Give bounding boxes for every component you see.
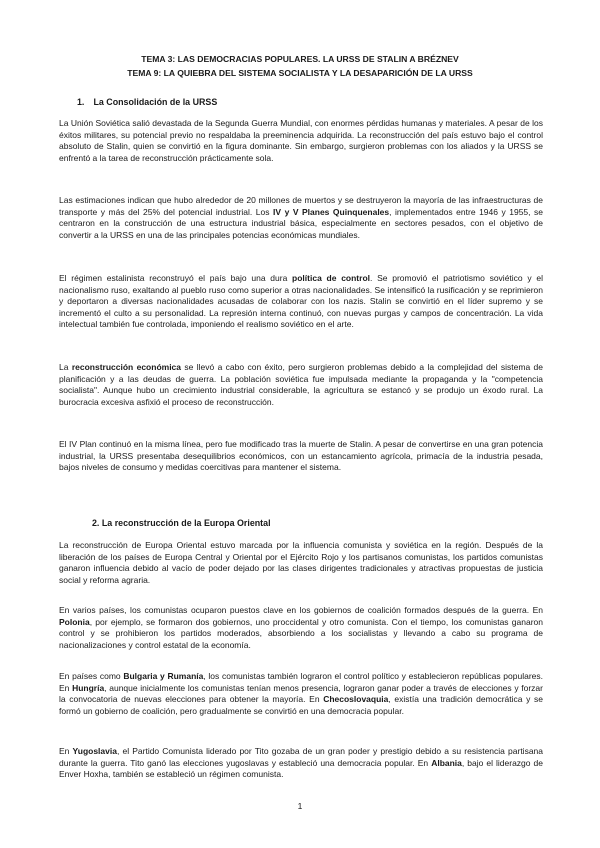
bold-term: Bulgaria y Rumanía [123,671,204,681]
section-1-paragraph-2 [59,195,543,241]
bold-term: IV y V Planes Quinquenales [273,206,390,217]
section-2-paragraph-1: La reconstrucción de Europa Oriental estuvo marcada por la influencia comunista y soviética en la región. Después de la liberación de los países de Europa Central y Oriental por el Ejército Rojo y los partisanos comunistas, los partidos comunistas ganaron influencia debido al vacío de poder dejado por las clases dirigentes tradicionales y atractivas propuestas de justicia social y reforma agraria. [59,540,543,585]
section-2-heading: 2. La reconstrucción de la Europa Oriental [92,518,271,528]
bold-term: Hungría [72,682,105,693]
paragraph-text: , existía una tradición democrática y se formó un gobierno de coalición, pero gradualmente se convirtió en una democracia popular. [59,694,543,716]
paragraph-text: En varios países, los comunistas ocuparon puestos clave en los gobiernos de coalición formados después de la guerra. En [59,605,543,615]
section-1-paragraph-5: El IV Plan continuó en la misma línea, pero fue modificado tras la muerte de Stalin. A pesar de convertirse en una gran potencia industrial, la URSS presentaba desequilibrios económicos, con un estancamiento agrícola, primacía de la industria pesada, bajos niveles de consumo y medidas coercitivas para mantener el sistema. [59,439,543,473]
section-1-paragraph-1: La Unión Soviética salió devastada de la Segunda Guerra Mundial, con enormes pérdidas humanas y materiales. A pesar de los éxitos militares, su potencial previo no respaldaba la preeminencia adquirida. La reconstrucción del país estuvo bajo el control absoluto de Stalin, quien se convirtió en la figura dominante. Sin embargo, surgieron problemas con los aliados y la URSS se enfrentó a la tarea de reconstrucción prácticamente sola. [59,118,543,163]
paragraph-text: , los comunistas también lograron el control político y establecieron repúblicas populares. En [59,671,543,693]
paragraph-text: , el Partido Comunista liderado por Tito gozaba de un gran poder y prestigio debido a su resistencia partisana durante la guerra. Tito ganó las elecciones yugoslavas y estableció una democracia popular. En [59,746,543,768]
section-1-heading [77,96,217,108]
section-2-paragraph-2 [59,605,543,651]
section-1-paragraph-3 [59,273,543,331]
paragraph-text: En países como [59,671,124,681]
paragraph-text: En [59,746,73,756]
paragraph-text: , implementados entre 1946 y 1955, se centraron en la construcción de una estructura industrial básica, especialmente en sectores pesados, con el objetivo de convertir a la URSS en una de las principales potencias económicas mundiales. [59,206,544,240]
page-number: 1 [297,801,303,811]
section-2-paragraph-4 [59,746,543,781]
document-title-2: TEMA 9: LA QUIEBRA DEL SISTEMA SOCIALISTA Y LA DESAPARICIÓN DE LA URSS [127,68,473,78]
bold-term: Yugoslavia [72,746,117,756]
paragraph-text: Las estimaciones indican que hubo alrededor de 20 millones de muertos y se destruyeron la mayoría de las infraestructuras de transporte y más del 25% del potencial industrial. Los [59,195,543,217]
bold-term: Polonia [59,616,90,627]
paragraph-text: , aunque inicialmente los comunistas tenían menos presencia, lograron ganar poder a través de elecciones y forzar la convocatoria de nuevas elecciones para obtener la mayoría. En [59,682,543,705]
section-2-paragraph-3 [59,671,543,717]
bold-term: Checoslovaquia [323,694,389,705]
bold-term: reconstrucción económica [71,362,182,372]
section-1-title: La Consolidación de la URSS [93,97,218,107]
bold-term: Albania [431,757,462,768]
document-title-1: TEMA 3: LAS DEMOCRACIAS POPULARES. LA URSS DE STALIN A BRÉZNEV [141,54,459,64]
paragraph-text: . Se promovió el patriotismo soviético y el nacionalismo ruso, exaltando al pueblo ruso como superior a otras nacionalidades. Se intensificó la rusificación y se reprimieron y deportaron a diversas nacionalidades acusadas de colaborar con los nazis. Stalin se convirtió en el líder supremo y se incrementó el culto a su personalidad. La represión interna continuó, con nuevas purgas y campos de concentración. La vida intelectual también fue controlada, imponiendo el realismo soviético en el arte. [59,273,543,330]
paragraph-text: se llevó a cabo con éxito, pero surgieron problemas debido a la complejidad del sistema de planificación y a las deudas de guerra. La población soviética fue impulsada mediante la propaganda y la "competencia socialista". Aunque hubo un crecimiento industrial considerable, la agricultura se estancó y se produjo un éxodo rural. La burocracia excesiva asfixió el proceso de reconstrucción. [59,362,543,407]
bold-term: política de control [292,273,370,283]
paragraph-text: La [59,362,72,372]
section-1-paragraph-4 [59,362,543,408]
paragraph-text: , bajo el liderazgo de Enver Hoxha, también se estableció un régimen comunista. [59,757,543,780]
section-1-number: 1. [77,97,85,107]
paragraph-text: El régimen estalinista reconstruyó el país bajo una dura [59,273,293,283]
paragraph-text: , por ejemplo, se formaron dos gobiernos, uno proccidental y otro comunista. Con el tiempo, los comunistas ganaron control y se prohibieron los partidos moderados, absorbiendo a los socialistas y llevando a cabo su programa de nacionalizaciones y control estatal de la economía. [59,616,543,650]
